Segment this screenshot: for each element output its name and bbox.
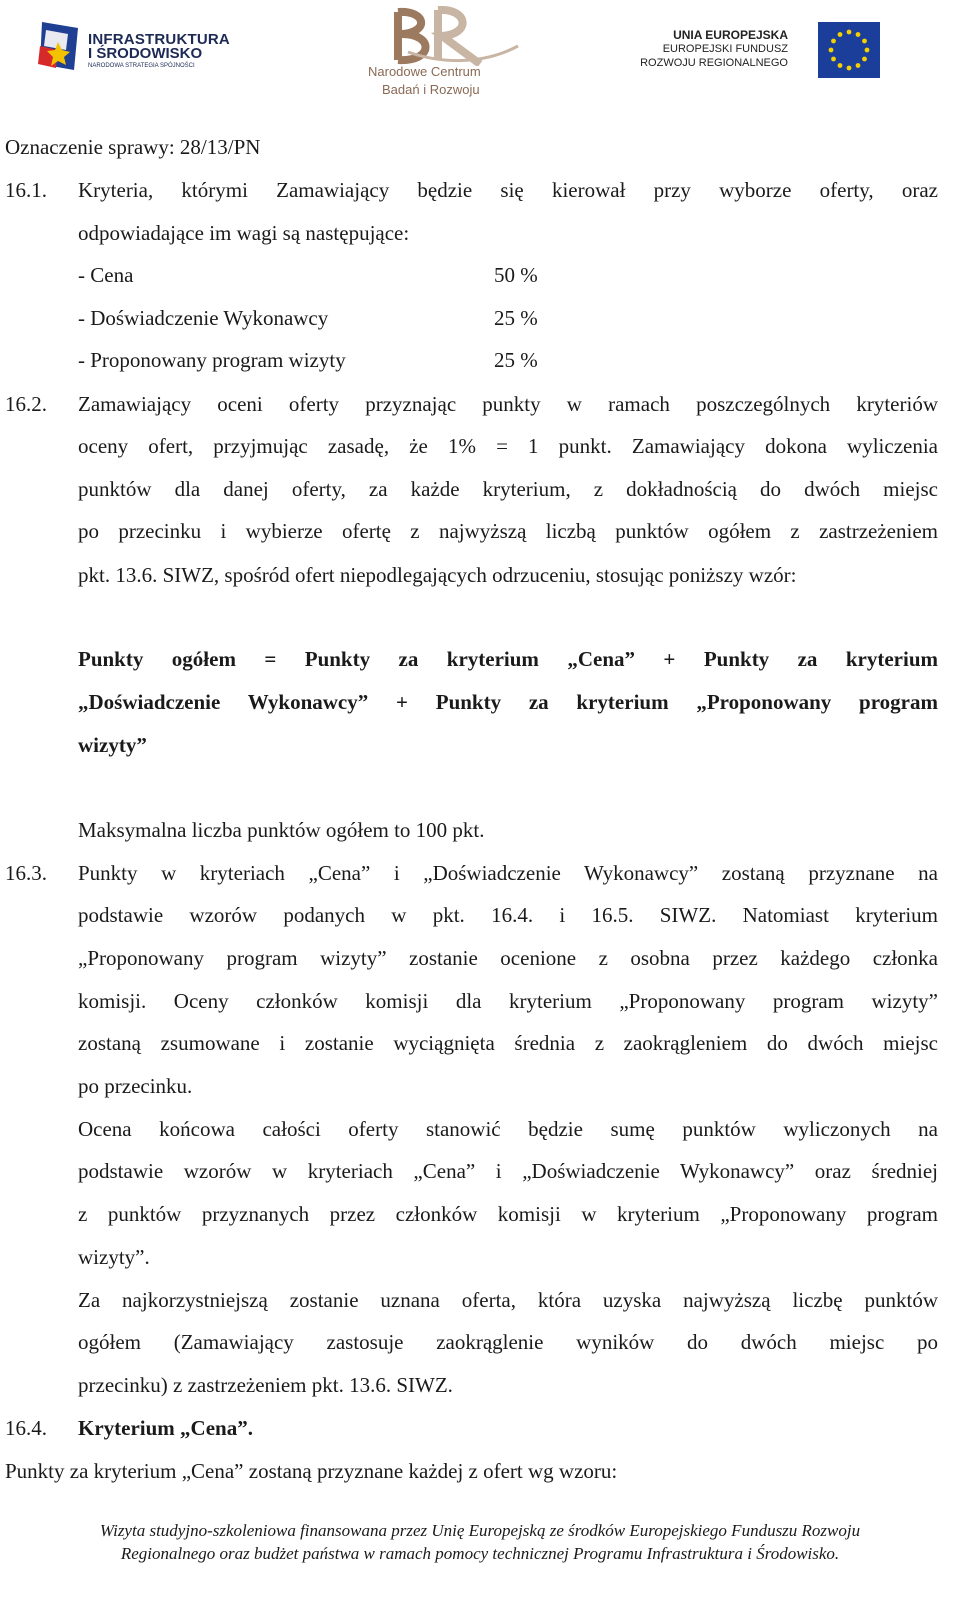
logo-center-line2: Badań i Rozwoju — [382, 82, 480, 97]
logo-left-line1: INFRASTRUKTURA — [88, 31, 230, 48]
section-16-3-p1-line: zostaną zsumowane i zostanie wyciągnięta średnia z zaokrągleniem do dwóch miejsc — [78, 1031, 938, 1055]
criterion-weight: 25 % — [494, 348, 538, 372]
section-16-3-p1-line: „Proponowany program wizyty” zostanie ocenione z osobna przez każdego członka — [78, 946, 938, 970]
section-16-3-p3-line: ogółem (Zamawiający zastosuje zaokrąglenie wyników do dwóch miejsc po — [78, 1330, 938, 1354]
section-16-2-line4: po przecinku i wybierze ofertę z najwyższą liczbą punktów ogółem z zastrzeżeniem — [78, 519, 938, 543]
formula-line3: wizyty” — [78, 733, 147, 757]
criterion-label: - Proponowany program wizyty — [78, 348, 346, 372]
section-16-3-p1-line: komisji. Oceny członków komisji dla kryterium „Proponowany program wizyty” — [78, 989, 938, 1013]
section-16-2-line1: Zamawiający oceni oferty przyznając punkty w ramach poszczególnych kryteriów — [78, 392, 938, 416]
logo-left-line3: NARODOWA STRATEGIA SPÓJNOŚCI — [88, 63, 195, 69]
section-16-4-line1: Punkty za kryterium „Cena” zostaną przyznane każdej z ofert wg wzoru: — [5, 1459, 618, 1483]
criterion-label: - Cena — [78, 263, 134, 287]
section-16-2-line3: punktów dla danej oferty, za każde kryterium, z dokładnością do dwóch miejsc — [78, 477, 938, 501]
formula-line1: Punkty ogółem = Punkty za kryterium „Cena” + Punkty za kryterium — [78, 647, 938, 671]
section-16-4-number: 16.4. — [5, 1416, 47, 1440]
section-16-2-line5: pkt. 13.6. SIWZ, spośród ofert niepodlegających odrzuceniu, stosując poniższy wzór: — [78, 563, 797, 587]
section-16-4-title: Kryterium „Cena”. — [78, 1416, 253, 1440]
logo-center-line1: Narodowe Centrum — [368, 64, 481, 79]
criterion-label: - Doświadczenie Wykonawcy — [78, 306, 329, 330]
section-16-3-p2-line: podstawie wzorów w kryteriach „Cena” i „Doświadczenie Wykonawcy” oraz średniej — [78, 1159, 938, 1183]
logo-right-line2: EUROPEJSKI FUNDUSZ — [662, 43, 788, 55]
flag-emblem-icon — [38, 20, 82, 72]
logo-right-line1: UNIA EUROPEJSKA — [673, 28, 788, 42]
section-16-1-number: 16.1. — [5, 178, 47, 202]
section-16-3-p1-line: podstawie wzorów podanych w pkt. 16.4. i 16.5. SIWZ. Natomiast kryterium — [78, 903, 938, 927]
page-header — [0, 0, 960, 110]
section-16-1-line2: odpowiadające im wagi są następujące: — [78, 221, 410, 245]
criterion-weight: 25 % — [494, 306, 538, 330]
section-16-3-p1-line: po przecinku. — [78, 1074, 193, 1098]
section-16-3-p3-line: przecinku) z zastrzeżeniem pkt. 13.6. SIWZ. — [78, 1373, 453, 1397]
section-16-2-line2: oceny ofert, przyjmując zasadę, że 1% = 1 punkt. Zamawiający dokona wyliczenia — [78, 434, 938, 458]
logo-left-line2: I ŚRODOWISKO — [88, 45, 203, 62]
max-points-note: Maksymalna liczba punktów ogółem to 100 pkt. — [78, 818, 485, 842]
section-16-3-number: 16.3. — [5, 861, 47, 885]
eu-flag-icon — [818, 22, 880, 78]
eu-logo — [640, 22, 888, 82]
footer-line1: Wizyta studyjno-szkoleniowa finansowana przez Unię Europejską ze środków Europejskiego Funduszu Rozwoju — [99, 1521, 861, 1540]
ncbr-monogram-icon — [368, 6, 528, 66]
section-16-3-p2-line: Ocena końcowa całości oferty stanowić będzie sumę punktów wyliczonych na — [78, 1117, 938, 1141]
case-reference: Oznaczenie sprawy: 28/13/PN — [5, 135, 261, 159]
infrastruktura-logo — [38, 20, 238, 76]
footer-line2: Regionalnego oraz budżet państwa w ramach pomocy technicznej Programu Infrastruktura i Środowisko. — [120, 1544, 840, 1563]
ncbr-logo — [368, 6, 538, 102]
formula-line2: „Doświadczenie Wykonawcy” + Punkty za kryterium „Proponowany program — [78, 690, 938, 714]
section-16-3-p2-line: z punktów przyznanych przez członków komisji w kryterium „Proponowany program — [78, 1202, 938, 1226]
section-16-1-line1: Kryteria, którymi Zamawiający będzie się kierował przy wyborze oferty, oraz — [78, 178, 938, 202]
section-16-3-p1-line: Punkty w kryteriach „Cena” i „Doświadczenie Wykonawcy” zostaną przyznane na — [78, 861, 938, 885]
logo-right-line3: ROZWOJU REGIONALNEGO — [640, 57, 788, 69]
criterion-weight: 50 % — [494, 263, 538, 287]
section-16-3-p3-line: Za najkorzystniejszą zostanie uznana oferta, która uzyska najwyższą liczbę punktów — [78, 1288, 938, 1312]
section-16-2-number: 16.2. — [5, 392, 47, 416]
section-16-3-p2-line: wizyty”. — [78, 1245, 150, 1269]
